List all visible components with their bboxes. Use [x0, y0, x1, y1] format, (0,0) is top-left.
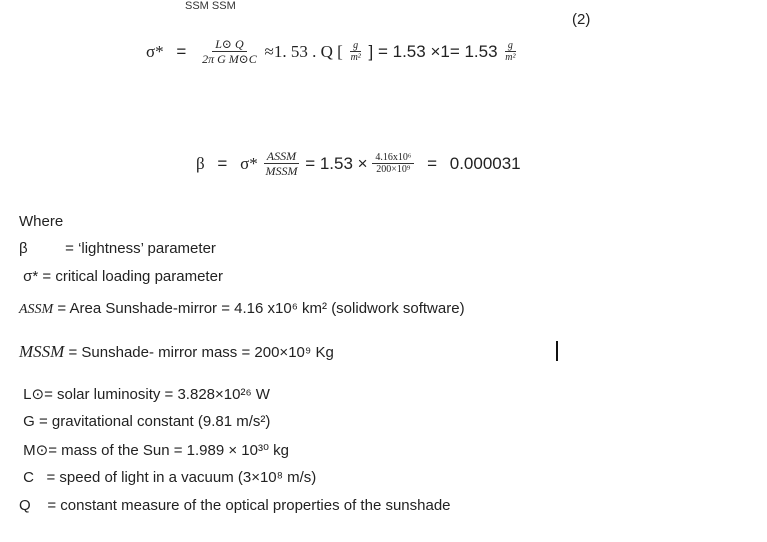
beta-denominator: MSSM	[265, 164, 298, 179]
sigma-tail-unit-fraction	[502, 40, 518, 64]
beta-mid: = 1.53 ×	[305, 153, 368, 173]
def-luminosity: L⊙= solar luminosity = 3.828×10²⁶ W	[19, 386, 270, 403]
sigma-unit-den: m²	[350, 52, 361, 64]
def-q: Q = constant measure of the optical properties of the sunshade	[19, 497, 451, 514]
def-sun-mass: M⊙= mass of the Sun = 1.989 × 10³⁰ kg	[19, 442, 289, 459]
def-beta: β = ‘lightness’ parameter	[19, 240, 216, 257]
def-area	[19, 300, 465, 318]
def-light-speed: C = speed of light in a vacuum (3×10⁸ m/s)	[19, 469, 317, 486]
equation-number: (2)	[572, 11, 591, 28]
cropped-previous-line: SSM SSM	[185, 0, 236, 12]
sigma-numerator: L⊙ Q	[212, 38, 246, 52]
beta-equation	[196, 150, 521, 179]
beta-result: 0.000031	[449, 153, 521, 173]
text-cursor	[556, 341, 558, 361]
beta-value-den: 200×10⁹	[376, 164, 411, 176]
beta-equals: =	[217, 153, 228, 173]
def-gravity: G = gravitational constant (9.81 m/s²)	[19, 413, 271, 430]
beta-sigma: σ*	[240, 153, 258, 173]
beta-fraction	[262, 150, 300, 179]
sigma-unit-fraction	[348, 40, 364, 64]
beta-value-num: 4.16x10⁶	[372, 152, 414, 164]
area-text: = Area Sunshade-mirror = 4.16 x10⁶ km² (solidwork software)	[57, 300, 465, 317]
beta-numerator: ASSM	[264, 150, 299, 164]
sigma-tail-unit-den: m²	[505, 52, 516, 64]
sigma-equals: =	[176, 41, 187, 61]
sigma-denominator: 2π G M⊙C	[202, 52, 257, 67]
sigma-fraction	[199, 38, 260, 67]
sigma-approx: ≈1. 53 . Q [	[264, 41, 343, 61]
area-symbol: ASSM	[19, 302, 54, 317]
beta-value-fraction	[372, 152, 414, 176]
sigma-lhs: σ*	[146, 41, 164, 61]
def-mass	[19, 342, 334, 362]
sigma-equation	[146, 38, 519, 67]
where-heading: Where	[19, 213, 64, 230]
sigma-tail: ] = 1.53 ×1= 1.53	[368, 41, 498, 61]
sigma-unit-num: g	[350, 40, 361, 52]
mass-text: = Sunshade- mirror mass = 200×10⁹ Kg	[68, 344, 334, 361]
beta-lhs: β	[196, 153, 205, 173]
mass-symbol: MSSM	[19, 342, 65, 361]
beta-equals-2: =	[427, 153, 437, 173]
def-sigma: σ* = critical loading parameter	[19, 268, 223, 285]
sigma-tail-unit-num: g	[505, 40, 516, 52]
